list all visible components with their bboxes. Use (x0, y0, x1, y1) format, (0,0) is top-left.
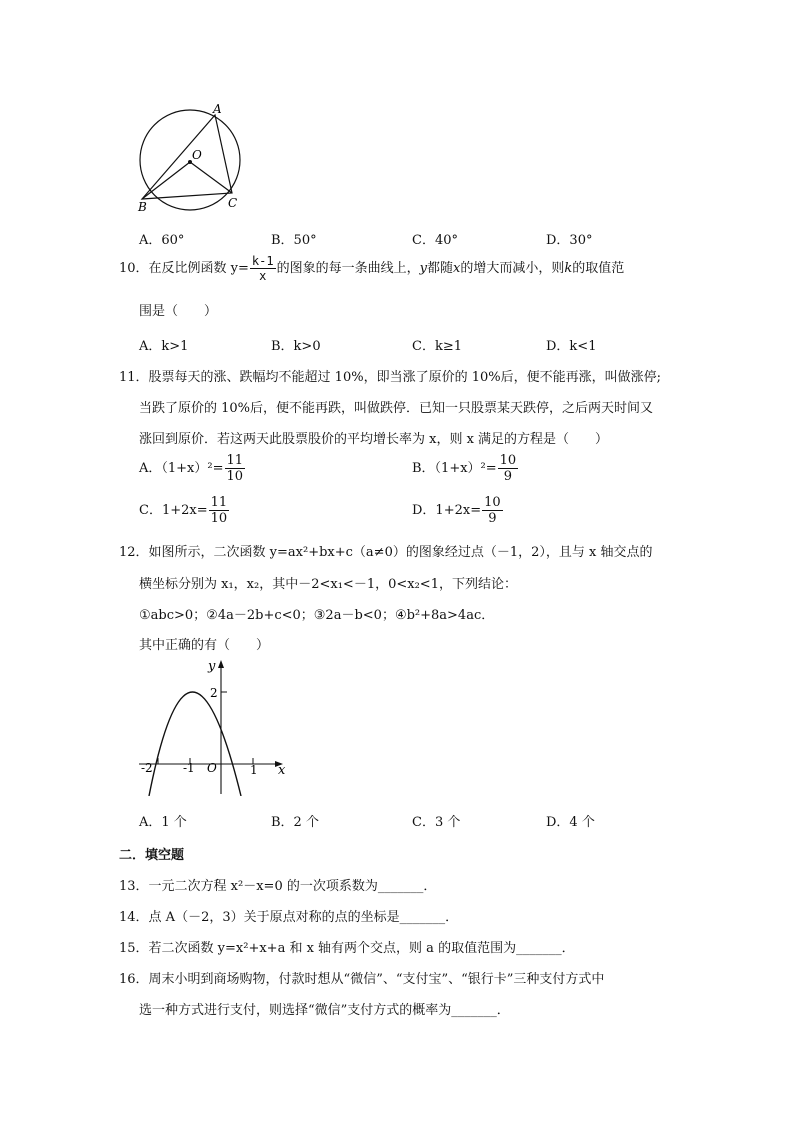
q10-option-c: C．k≥1 (412, 339, 462, 354)
q12-stem-line2: 横坐标分别为 x₁，x₂，其中－2<x₁<－1，0<x₂<1，下列结论： (139, 577, 517, 592)
label-1: 1 (250, 763, 258, 777)
label-b: B (138, 200, 147, 212)
q11-stem-line3: 涨回到原价．若这两天此股票股价的平均增长率为 x，则 x 满足的方程是（ ） (139, 432, 609, 447)
q12-stem-line3: ①abc>0；②4a－2b+c<0；③2a－b<0；④b²+8a>4ac． (139, 608, 495, 623)
y-axis-arrow (218, 660, 224, 668)
q10-option-d: D．k<1 (546, 339, 597, 354)
q12-option-a: A．1 个 (139, 815, 187, 830)
q11-stem-line1: 11．股票每天的涨、跌幅均不能超过 10%，即当涨了原价的 10%后，便不能再涨，叫做涨停; (119, 370, 661, 385)
q10-option-b: B．k>0 (271, 339, 321, 354)
label-y: y (208, 659, 216, 674)
circle-triangle-figure (130, 100, 250, 212)
q12-option-c: C．3 个 (412, 815, 461, 830)
segment-ob (142, 162, 190, 199)
q9-option-c: C．40° (412, 233, 458, 248)
q10-option-a: A．k>1 (139, 339, 189, 354)
q11-option-a: A．（1+x）²= $\frac{11}{10}$ (139, 453, 244, 484)
q11-stem-line2: 当跌了原价的 10%后，便不能再跌，叫做跌停．已知一只股票某天跌停，之后两天时间又 (139, 401, 654, 416)
q16-stem-line1: 16．周末小明到商场购物，付款时想从“微信”、“支付宝”、“银行卡”三种支付方式中 (119, 972, 605, 987)
q11-option-d: D．1+2x= $\frac{10}{9}$ (412, 495, 501, 526)
q9-option-b: B．50° (271, 233, 317, 248)
q9-option-d: D．30° (546, 233, 593, 248)
q12-stem-line4: 其中正确的有（ ） (139, 638, 270, 653)
q16-stem-line2: 选一种方式进行支付，则选择“微信”支付方式的概率为_______． (139, 1003, 510, 1018)
q9-option-a: A．60° (139, 233, 185, 248)
label-x: x (278, 763, 286, 778)
label-neg1: -1 (183, 761, 195, 775)
q12-stem-line1: 12．如图所示，二次函数 y=ax²+bx+c（a≠0）的图象经过点（－1，2），且与 x 轴交点的 (119, 545, 653, 560)
q10-stem: 10．在反比例函数 y= $\frac{k-1}{x}$ 的图象的每一条曲线上，y都随x的增大而减小，则k的取值范 (119, 254, 625, 283)
q11-option-b: B．（1+x）²= $\frac{10}{9}$ (412, 453, 517, 484)
label-c: C (228, 196, 238, 210)
q14-stem: 14．点 A（－2，3）关于原点对称的点的坐标是_______． (119, 910, 459, 925)
q13-stem: 13．一元二次方程 x²－x=0 的一次项系数为_______． (119, 879, 437, 894)
q11-option-c: C．1+2x= $\frac{11}{10}$ (139, 495, 228, 526)
label-2: 2 (210, 686, 218, 700)
q10-stem-line2: 围是（ ） (139, 304, 218, 319)
q12-option-b: B．2 个 (271, 815, 319, 830)
label-origin: O (207, 761, 217, 775)
parabola-curve (149, 692, 241, 796)
q12-option-d: D．4 个 (546, 815, 595, 830)
parabola-figure (135, 656, 295, 796)
label-a: A (213, 102, 222, 116)
section-fill-in-title: 二．填空题 (119, 848, 185, 863)
q15-stem: 15．若二次函数 y=x²+x+a 和 x 轴有两个交点，则 a 的取值范围为_______． (119, 941, 575, 956)
label-neg2: -2 (141, 761, 153, 775)
q10-fraction: $\frac{k-1}{x}$ (251, 254, 274, 283)
label-o: O (192, 148, 202, 162)
triangle-abc (142, 115, 232, 199)
